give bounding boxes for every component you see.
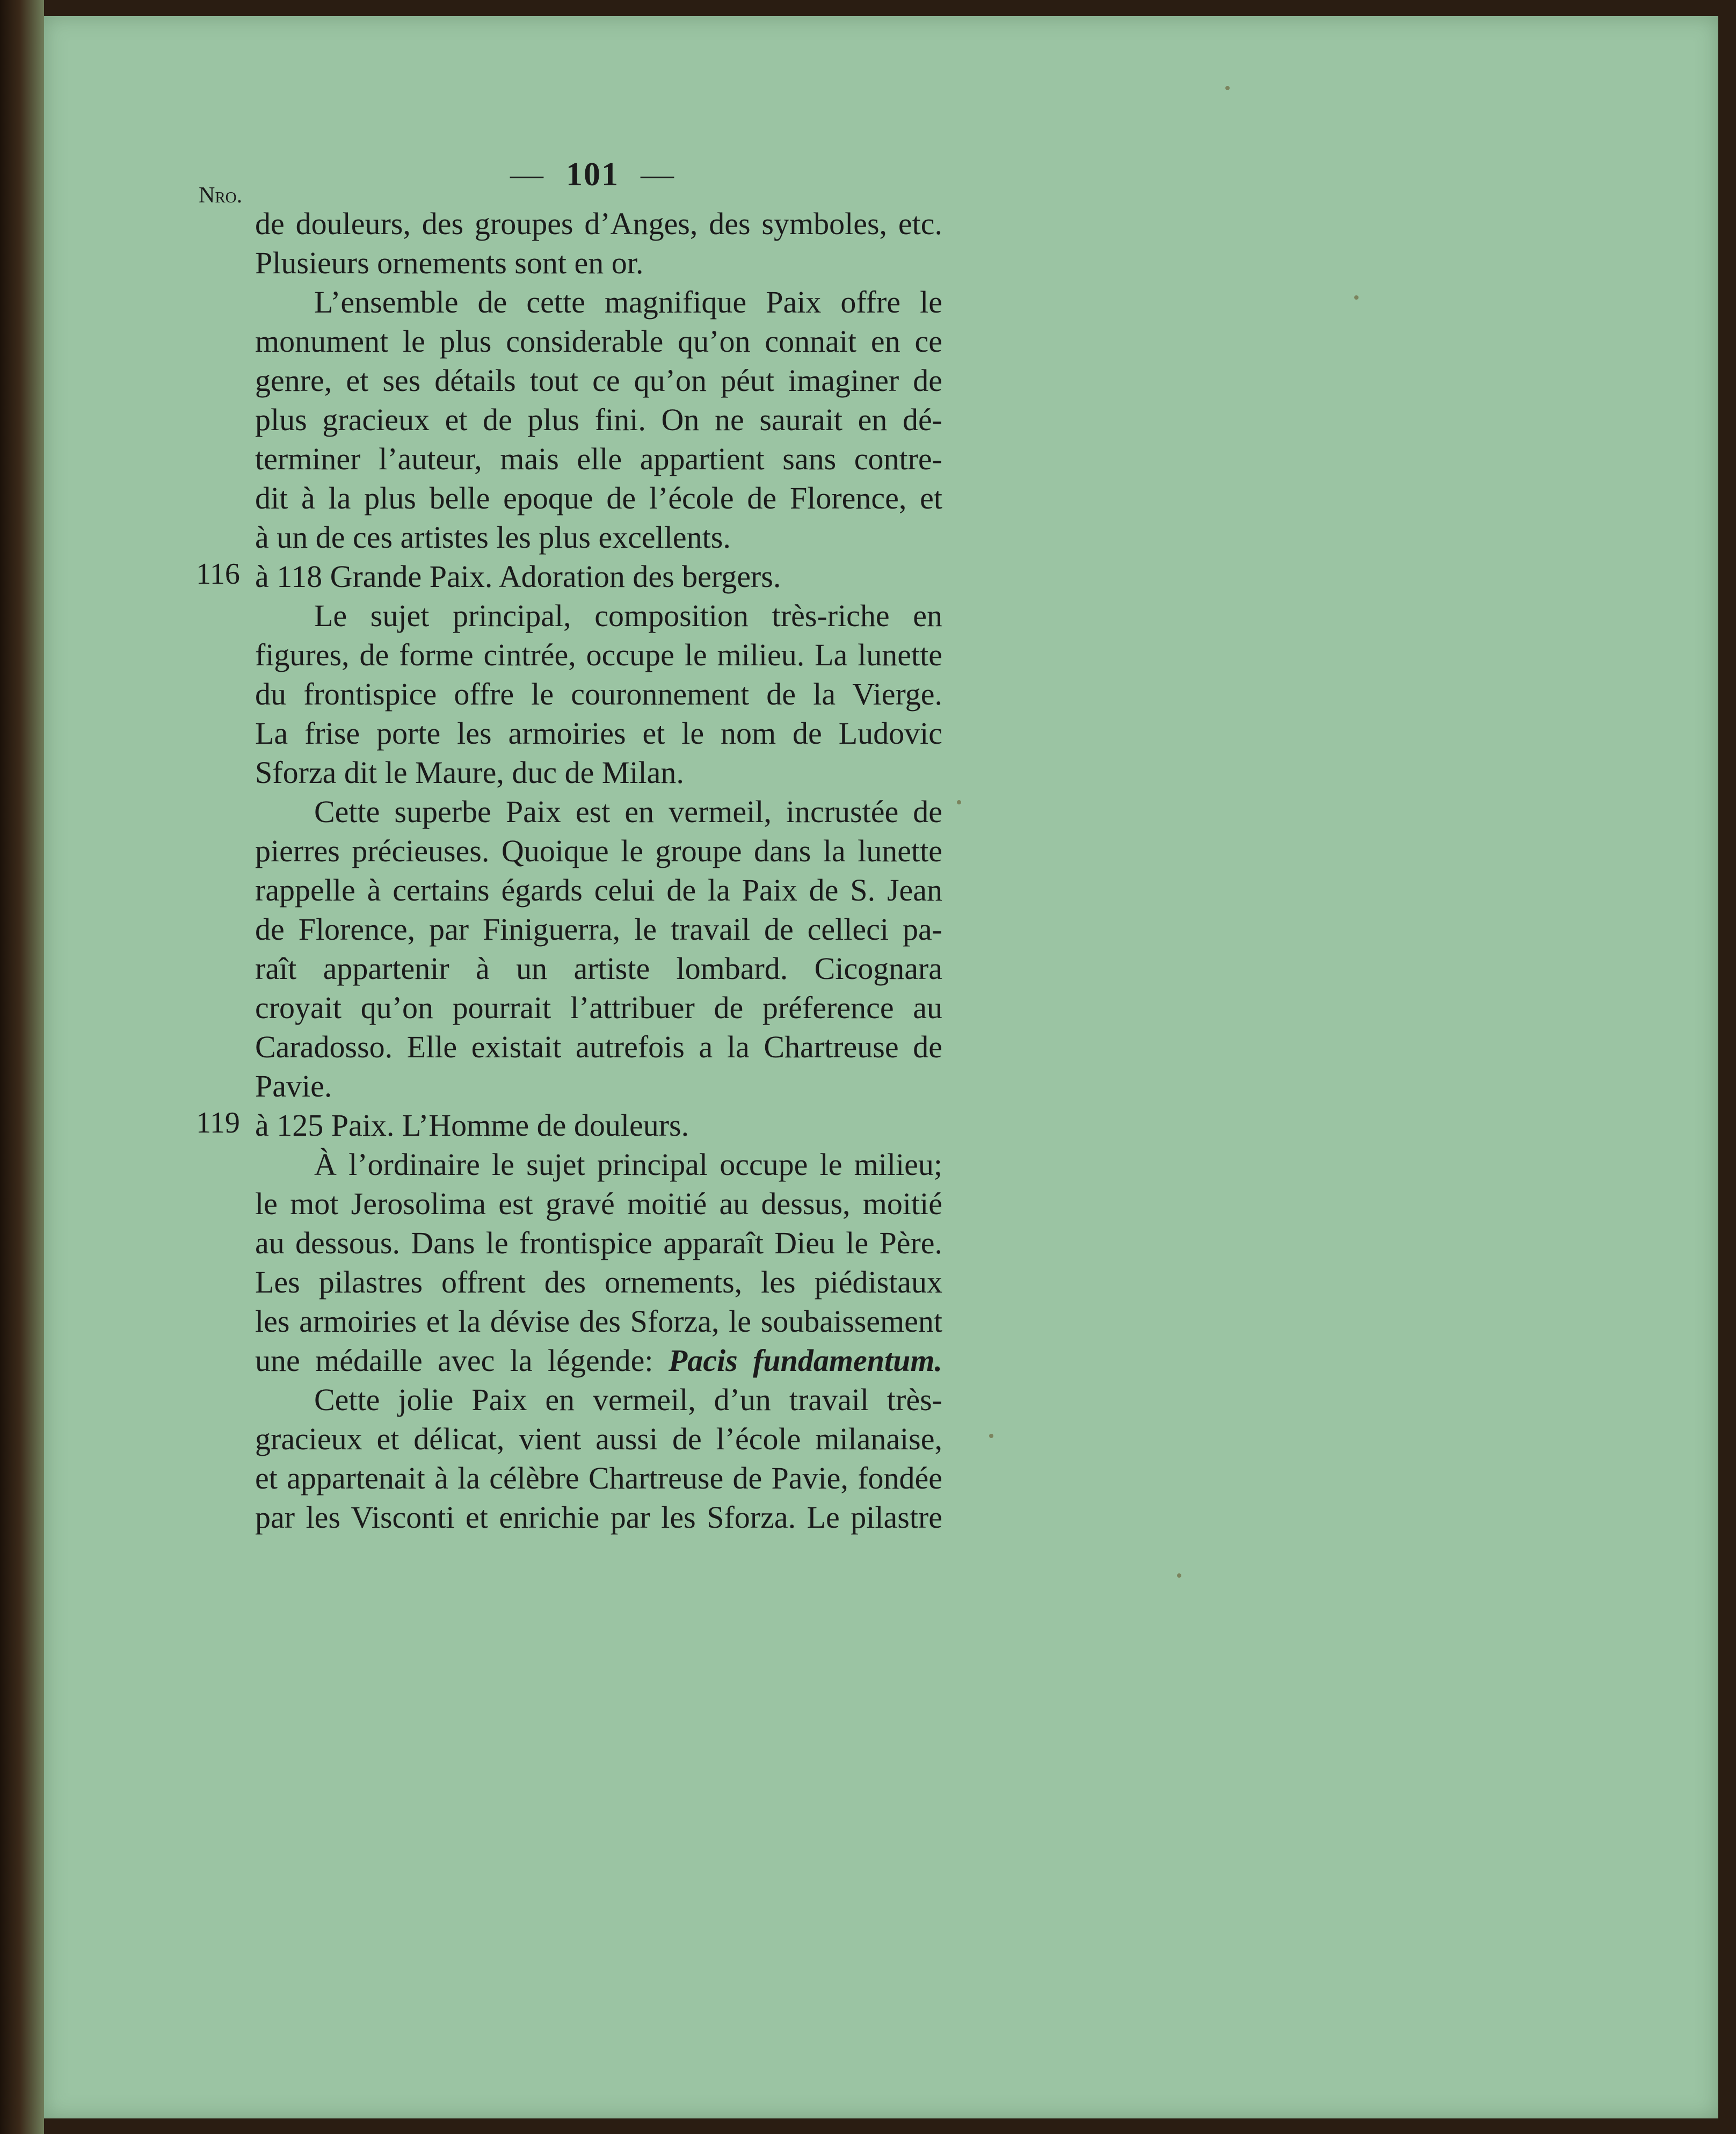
text-line bbox=[255, 1145, 942, 1184]
line-text: L’ensemble de cette magnifique Paix offre le bbox=[314, 285, 942, 320]
text-line bbox=[255, 204, 942, 243]
paper-spot bbox=[989, 1434, 993, 1438]
line-text: et appartenait à la célèbre Chartreuse de Pavie, fondée bbox=[255, 1461, 942, 1496]
line-text: plus gracieux et de plus fini. On ne saurait en dé- bbox=[255, 402, 942, 437]
text-line bbox=[255, 714, 942, 753]
line-text: La frise porte les armoiries et le nom de Ludovic bbox=[255, 716, 942, 751]
body-text bbox=[255, 204, 942, 1537]
line-text: les armoiries et la dévise des Sforza, le soubaissement bbox=[255, 1304, 942, 1339]
line-text: croyait qu’on pourrait l’attribuer de préference au bbox=[255, 990, 942, 1025]
paper-spot bbox=[1225, 86, 1230, 90]
line-text: une médaille avec la légende: bbox=[255, 1343, 653, 1378]
text-line bbox=[255, 1027, 942, 1066]
paper-spot bbox=[1177, 1573, 1181, 1578]
text-line bbox=[255, 596, 942, 635]
text-line bbox=[255, 910, 942, 949]
line-text: à 125 Paix. L’Homme de douleurs. bbox=[255, 1108, 689, 1143]
line-text: Cette jolie Paix en vermeil, d’un travail très- bbox=[314, 1382, 942, 1417]
text-line bbox=[255, 1498, 942, 1537]
line-text: figures, de forme cintrée, occupe le milieu. La lunette bbox=[255, 637, 942, 672]
text-line bbox=[255, 635, 942, 674]
line-text: Les pilastres offrent des ornements, les piédistaux bbox=[255, 1265, 942, 1300]
line-text: dit à la plus belle epoque de l’école de Florence, et bbox=[255, 481, 942, 516]
text-line bbox=[255, 1419, 942, 1458]
text-line bbox=[255, 282, 942, 322]
text-line bbox=[255, 1184, 942, 1223]
header-dash-left: — bbox=[510, 156, 544, 193]
text-line bbox=[255, 478, 942, 518]
line-text: Cette superbe Paix est en vermeil, incrustée de bbox=[314, 794, 942, 829]
line-text: raît appartenir à un artiste lombard. Cicognara bbox=[255, 951, 942, 986]
line-text: au dessous. Dans le frontispice apparaît Dieu le Père. bbox=[255, 1225, 942, 1260]
text-line bbox=[255, 557, 942, 596]
text-line bbox=[255, 1380, 942, 1419]
line-text: le mot Jerosolima est gravé moitié au dessus, moitié bbox=[255, 1186, 942, 1221]
book-spine-shadow bbox=[0, 0, 44, 2134]
text-line bbox=[255, 361, 942, 400]
line-text: à 118 Grande Paix. Adoration des bergers. bbox=[255, 559, 781, 594]
line-text: Le sujet principal, composition très-riche en bbox=[314, 598, 942, 633]
text-line bbox=[255, 439, 942, 478]
line-text: À l’ordinaire le sujet principal occupe le milieu; bbox=[314, 1147, 942, 1182]
line-text: à un de ces artistes les plus excellents. bbox=[255, 520, 731, 555]
text-line bbox=[255, 400, 942, 439]
text-line bbox=[255, 831, 942, 870]
line-text: de douleurs, des groupes d’Anges, des symboles, etc. bbox=[255, 206, 942, 241]
text-line bbox=[255, 1106, 942, 1145]
line-text: du frontispice offre le couronnement de la Vierge. bbox=[255, 677, 942, 712]
line-text: terminer l’auteur, mais elle appartient sans contre- bbox=[255, 441, 942, 476]
page-number-header bbox=[489, 156, 696, 194]
line-text: par les Visconti et enrichie par les Sforza. Le pilastre bbox=[255, 1500, 942, 1535]
text-line bbox=[255, 988, 942, 1027]
entry-number: 116 bbox=[196, 557, 240, 591]
paper-spot bbox=[1354, 295, 1359, 300]
text-line bbox=[255, 518, 942, 557]
line-text: gracieux et délicat, vient aussi de l’école milanaise, bbox=[255, 1421, 942, 1456]
italic-legend: Pacis fundamentum. bbox=[668, 1343, 942, 1378]
text-line bbox=[255, 322, 942, 361]
entry-number: 119 bbox=[196, 1106, 240, 1139]
text-line bbox=[255, 1066, 942, 1106]
text-line bbox=[255, 1341, 942, 1380]
text-line bbox=[255, 1458, 942, 1498]
text-line bbox=[255, 949, 942, 988]
line-text: Plusieurs ornements sont en or. bbox=[255, 245, 644, 280]
line-text: Caradosso. Elle existait autrefois a la Chartreuse de bbox=[255, 1029, 942, 1064]
page-number: 101 bbox=[566, 156, 619, 193]
text-line bbox=[255, 792, 942, 831]
line-text: monument le plus considerable qu’on connait en ce bbox=[255, 324, 942, 359]
text-line bbox=[255, 243, 942, 282]
line-text: de Florence, par Finiguerra, le travail de celleci pa- bbox=[255, 912, 942, 947]
line-text: rappelle à certains égards celui de la Paix de S. Jean bbox=[255, 873, 942, 908]
text-line bbox=[255, 674, 942, 714]
line-text: Sforza dit le Maure, duc de Milan. bbox=[255, 755, 684, 790]
paper-spot bbox=[957, 800, 961, 804]
text-line bbox=[255, 1223, 942, 1262]
line-text: genre, et ses détails tout ce qu’on péut imaginer de bbox=[255, 363, 942, 398]
line-text: Pavie. bbox=[255, 1069, 332, 1104]
line-text: pierres précieuses. Quoique le groupe dans la lunette bbox=[255, 833, 942, 868]
text-line bbox=[255, 870, 942, 910]
text-line bbox=[255, 1302, 942, 1341]
header-dash-right: — bbox=[641, 156, 675, 193]
column-label: Nro. bbox=[199, 183, 243, 208]
text-line bbox=[255, 1262, 942, 1302]
text-line bbox=[255, 753, 942, 792]
